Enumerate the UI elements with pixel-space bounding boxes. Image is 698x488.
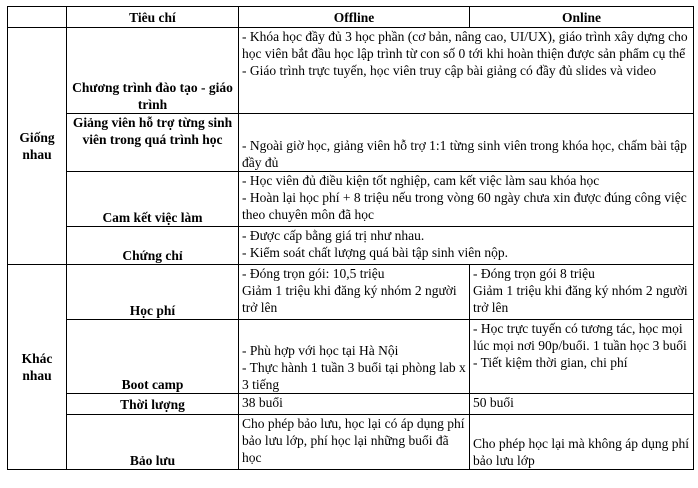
online-line: Cho phép học lại mà không áp dụng phí bảo lưu lớp — [473, 436, 689, 468]
group-label-same: Giống nhau — [8, 28, 67, 265]
table-row — [8, 227, 694, 265]
description-line: - Giáo trình trực tuyến, học viên truy cập bài giảng có đầy đủ slides và video — [242, 63, 657, 78]
online-line: Giảm 1 triệu khi đăng ký nhóm 2 người trở lên — [473, 283, 688, 315]
table-row — [8, 394, 694, 415]
header-offline: Offline — [239, 7, 470, 28]
shared-description-cell — [239, 227, 694, 265]
online-line: - Học trực tuyến có tương tác, học mọi lúc mọi nơi 90p/buổi. 1 tuần học 3 buổi — [473, 321, 687, 353]
description-line: - Ngoài giờ học, giảng viên hỗ trợ 1:1 từng sinh viên trong khóa học, chấm bài tập đầy đủ — [242, 138, 687, 170]
online-line: - Đóng trọn gói 8 triệu — [473, 266, 595, 281]
group-label-different: Khác nhau — [8, 265, 67, 470]
header-criteria: Tiêu chí — [67, 7, 239, 28]
offline-cell — [239, 265, 470, 320]
offline-cell — [239, 394, 470, 415]
offline-line: - Thực hành 1 tuần 3 buổi tại phòng lab x 3 tiếng — [242, 360, 466, 392]
description-line: - Học viên đủ điều kiện tốt nghiệp, cam kết việc làm sau khóa học — [242, 173, 600, 188]
criteria-cell: Học phí — [67, 265, 239, 320]
header-row — [8, 7, 694, 28]
description-line: - Khóa học đầy đủ 3 học phần (cơ bản, nâng cao, UI/UX), giáo trình xây dựng cho học viên bắt đầu học lập trình từ con số 0 tới khi hoàn thiện được sản phẩm cụ thể — [242, 29, 688, 61]
criteria-cell: Chứng chỉ — [67, 227, 239, 265]
shared-description-cell — [239, 28, 694, 114]
header-group-cell — [8, 7, 67, 28]
offline-line: 38 buổi — [242, 395, 283, 410]
offline-line: - Phù hợp với học tại Hà Nội — [242, 343, 399, 358]
shared-description-cell — [239, 114, 694, 172]
table-row — [8, 172, 694, 227]
table-row — [8, 114, 694, 172]
criteria-cell: Boot camp — [67, 320, 239, 394]
online-cell — [470, 415, 694, 470]
description-line: - Kiểm soát chất lượng quá bài tập sinh viên nộp. — [242, 245, 509, 260]
offline-cell — [239, 320, 470, 394]
online-cell — [470, 265, 694, 320]
offline-line: Giảm 1 triệu khi đăng ký nhóm 2 người trở lên — [242, 283, 457, 315]
table-row — [8, 265, 694, 320]
offline-cell — [239, 415, 470, 470]
criteria-cell: Thời lượng — [67, 394, 239, 415]
criteria-cell: Chương trình đào tạo - giáo trình — [67, 28, 239, 114]
criteria-cell: Giảng viên hỗ trợ từng sinh viên trong quá trình học — [67, 114, 239, 172]
online-cell — [470, 320, 694, 394]
online-cell — [470, 394, 694, 415]
table-row — [8, 415, 694, 470]
header-online: Online — [470, 7, 694, 28]
criteria-cell: Cam kết việc làm — [67, 172, 239, 227]
description-line: - Được cấp bằng giá trị như nhau. — [242, 228, 425, 243]
criteria-cell: Bảo lưu — [67, 415, 239, 470]
description-line: - Hoàn lại học phí + 8 triệu nếu trong vòng 60 ngày chưa xin được đúng công việc theo chuyên môn đã học — [242, 190, 687, 222]
table-row — [8, 320, 694, 394]
comparison-table — [7, 6, 694, 470]
comparison-table-wrapper — [7, 6, 694, 470]
online-line: 50 buổi — [473, 395, 514, 410]
table-row — [8, 28, 694, 114]
offline-line: Cho phép bảo lưu, học lại có áp dụng phí bảo lưu lớp, phí học lại những buổi đã học — [242, 416, 465, 465]
online-line: - Tiết kiệm thời gian, chi phí — [473, 355, 628, 370]
offline-line: - Đóng trọn gói: 10,5 triệu — [242, 266, 385, 281]
shared-description-cell — [239, 172, 694, 227]
